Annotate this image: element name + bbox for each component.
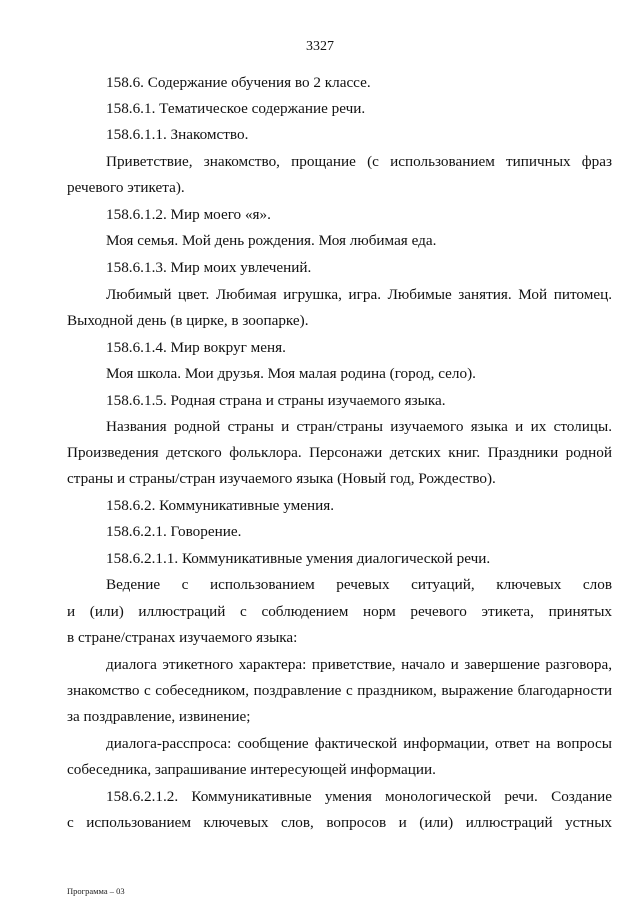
paragraph-line: собеседника, запрашивание интересующей информации. bbox=[67, 761, 436, 778]
page-number: 3327 bbox=[306, 39, 334, 54]
paragraph-line: Ведение с использованием речевых ситуаций, ключевых слов bbox=[106, 576, 612, 593]
paragraph-line: страны и страны/стран изучаемого языка (Новый год, Рождество). bbox=[67, 470, 496, 487]
subsection-heading: 158.6.1. Тематическое содержание речи. bbox=[106, 100, 366, 117]
paragraph-line: и (или) иллюстраций с соблюдением норм речевого этикета, принятых bbox=[67, 603, 612, 620]
section-heading: 158.6. Содержание обучения во 2 классе. bbox=[106, 74, 371, 91]
topic-heading: 158.6.1.4. Мир вокруг меня. bbox=[106, 339, 286, 356]
paragraph-line: Моя семья. Мой день рождения. Моя любимая еда. bbox=[106, 232, 437, 249]
paragraph-line: Моя школа. Мои друзья. Моя малая родина (город, село). bbox=[106, 365, 476, 382]
paragraph-line: Произведения детского фольклора. Персонажи детских книг. Праздники родной bbox=[67, 444, 612, 461]
paragraph-line: в стране/странах изучаемого языка: bbox=[67, 629, 298, 646]
paragraph-line: речевого этикета). bbox=[67, 179, 185, 196]
topic-heading: 158.6.1.1. Знакомство. bbox=[106, 126, 249, 143]
topic-heading: 158.6.1.3. Мир моих увлечений. bbox=[106, 259, 312, 276]
paragraph-line: 158.6.2.1.2. Коммуникативные умения монологической речи. Создание bbox=[106, 788, 612, 805]
footer-label: Программа – 03 bbox=[67, 886, 125, 896]
subsection-heading: 158.6.2. Коммуникативные умения. bbox=[106, 497, 334, 514]
topic-heading: 158.6.1.5. Родная страна и страны изучаемого языка. bbox=[106, 392, 446, 409]
paragraph-line: за поздравление, извинение; bbox=[67, 708, 251, 725]
topic-heading: 158.6.1.2. Мир моего «я». bbox=[106, 206, 271, 223]
paragraph-line: Названия родной страны и стран/страны изучаемого языка и их столицы. bbox=[106, 418, 612, 435]
paragraph-line: Выходной день (в цирке, в зоопарке). bbox=[67, 312, 309, 329]
paragraph-line: диалога-расспроса: сообщение фактической информации, ответ на вопросы bbox=[106, 735, 612, 752]
subsection-heading: 158.6.2.1.1. Коммуникативные умения диалогической речи. bbox=[106, 550, 491, 567]
paragraph-line: Любимый цвет. Любимая игрушка, игра. Любимые занятия. Мой питомец. bbox=[106, 286, 612, 303]
paragraph-line: Приветствие, знакомство, прощание (с использованием типичных фраз bbox=[106, 153, 612, 170]
paragraph-line: с использованием ключевых слов, вопросов и (или) иллюстраций устных bbox=[67, 814, 612, 831]
paragraph-line: знакомство с собеседником, поздравление с праздником, выражение благодарности bbox=[67, 682, 612, 699]
paragraph-line: диалога этикетного характера: приветствие, начало и завершение разговора, bbox=[106, 656, 612, 673]
subsection-heading: 158.6.2.1. Говорение. bbox=[106, 523, 242, 540]
